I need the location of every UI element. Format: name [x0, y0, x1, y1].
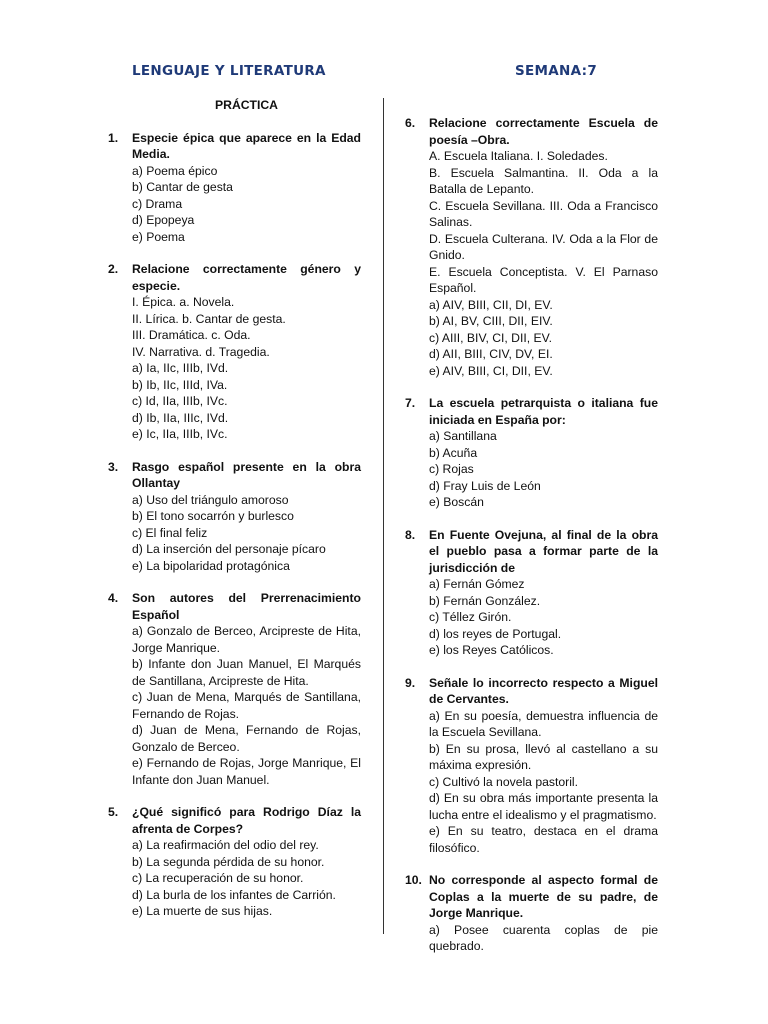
option-item: a) Uso del triángulo amoroso — [132, 492, 289, 507]
option-item: III. Dramática. c. Oda. — [132, 328, 251, 342]
column-divider — [383, 98, 384, 934]
option-item: b) Fernán González. — [429, 593, 541, 608]
question-heading — [405, 872, 658, 922]
question-item — [108, 130, 361, 246]
option-item: c) Drama — [132, 196, 183, 211]
option-item: e) Poema — [132, 229, 185, 244]
right-column — [405, 115, 658, 971]
option-item: e) AIV, BIII, CI, DII, EV. — [429, 363, 553, 378]
question-number: 1. — [108, 130, 119, 145]
question-item — [405, 115, 658, 379]
option-item: c) Téllez Girón. — [429, 610, 512, 624]
option-item: a) AIV, BIII, CII, DI, EV. — [429, 297, 553, 312]
option-list — [405, 922, 658, 955]
right-question-list — [405, 115, 658, 955]
option-item: B. Escuela Salmantina. II. Oda a la Batalla de Lepanto. — [429, 165, 658, 196]
question-item — [108, 459, 361, 575]
question-heading — [405, 395, 658, 428]
question-text: La escuela petrarquista o italiana fue iniciada en España por: — [429, 396, 658, 427]
question-number: 9. — [405, 675, 416, 690]
option-list — [108, 294, 361, 443]
option-item: c) Rojas — [429, 462, 474, 476]
option-list — [108, 163, 361, 246]
question-number: 7. — [405, 396, 416, 410]
question-item — [108, 590, 361, 788]
option-list — [405, 428, 658, 511]
week-label: SEMANA:7 — [515, 63, 598, 79]
question-number: 8. — [405, 527, 416, 542]
option-list — [405, 576, 658, 659]
option-item: a) Ia, IIc, IIIb, IVd. — [132, 361, 229, 375]
question-number: 4. — [108, 591, 119, 605]
question-text: Relacione correctamente Escuela de poesía –Obra. — [429, 116, 658, 147]
option-item: b) En su prosa, llevó al castellano a su máxima expresión. — [429, 741, 658, 772]
option-item: d) La inserción del personaje pícaro — [132, 542, 326, 556]
question-heading — [405, 115, 658, 148]
option-list — [108, 492, 361, 575]
option-item: d) En su obra más importante presenta la lucha entre el idealismo y el pragmatismo. — [429, 791, 658, 822]
option-item: a) Poema épico — [132, 163, 218, 178]
question-heading — [405, 527, 658, 577]
question-text: Rasgo español presente en la obra Ollantay — [132, 459, 361, 490]
option-list — [405, 708, 658, 857]
question-item — [108, 261, 361, 443]
question-heading — [108, 261, 361, 294]
option-item: e) Boscán — [429, 495, 484, 509]
option-item: e) Fernando de Rojas, Jorge Manrique, El Infante don Juan Manuel. — [132, 756, 361, 787]
option-item: d) Ib, IIa, IIIc, IVd. — [132, 410, 229, 425]
question-item — [108, 804, 361, 920]
question-text: Señale lo incorrecto respecto a Miguel de Cervantes. — [429, 675, 658, 706]
option-item: d) los reyes de Portugal. — [429, 626, 562, 641]
option-item: d) Juan de Mena, Fernando de Rojas, Gonzalo de Berceo. — [132, 723, 361, 754]
option-item: IV. Narrativa. d. Tragedia. — [132, 344, 270, 359]
option-item: D. Escuela Culterana. IV. Oda a la Flor de Gnido. — [429, 231, 658, 262]
option-item: d) Fray Luis de León — [429, 478, 541, 493]
question-item — [405, 675, 658, 857]
option-item: d) AII, BIII, CIV, DV, EI. — [429, 347, 553, 361]
option-item: d) Epopeya — [132, 213, 195, 227]
question-heading — [108, 804, 361, 837]
option-item: c) Cultivó la novela pastoril. — [429, 774, 579, 789]
option-item: e) En su teatro, destaca en el drama filosófico. — [429, 824, 658, 855]
option-item: a) Gonzalo de Berceo, Arcipreste de Hita, Jorge Manrique. — [132, 624, 361, 655]
option-item: e) La muerte de sus hijas. — [132, 904, 273, 918]
option-item: I. Épica. a. Novela. — [132, 295, 235, 309]
option-list — [405, 148, 658, 379]
section-title: PRÁCTICA — [215, 98, 278, 112]
option-item: b) Ib, IIc, IIId, IVa. — [132, 377, 228, 392]
option-item: b) AI, BV, CIII, DII, EIV. — [429, 314, 553, 328]
option-item: d) La burla de los infantes de Carrión. — [132, 887, 336, 902]
option-item: e) Ic, IIa, IIIb, IVc. — [132, 427, 228, 441]
option-list — [108, 837, 361, 920]
question-text: Relacione correctamente género y especie. — [132, 262, 361, 293]
question-heading — [108, 130, 361, 163]
option-item: a) La reafirmación del odio del rey. — [132, 838, 319, 852]
question-text: Especie épica que aparece en la Edad Media. — [132, 130, 361, 161]
question-item — [405, 395, 658, 511]
subject-title: LENGUAJE Y LITERATURA — [132, 63, 326, 79]
question-item — [405, 527, 658, 659]
option-item: b) La segunda pérdida de su honor. — [132, 854, 325, 869]
option-item: b) Cantar de gesta — [132, 180, 233, 194]
question-heading — [405, 675, 658, 708]
option-item: C. Escuela Sevillana. III. Oda a Francisco Salinas. — [429, 198, 658, 229]
page-header — [0, 63, 768, 83]
question-text: Son autores del Prerrenacimiento Español — [132, 591, 361, 622]
option-item: a) En su poesía, demuestra influencia de la Escuela Sevillana. — [429, 708, 658, 739]
question-number: 3. — [108, 459, 119, 474]
option-list — [108, 623, 361, 788]
question-number: 6. — [405, 116, 416, 130]
option-item: c) Id, IIa, IIIb, IVc. — [132, 394, 228, 408]
option-item: b) Acuña — [429, 445, 478, 460]
question-number: 5. — [108, 805, 119, 819]
option-item: a) Fernán Gómez — [429, 577, 525, 591]
question-text: En Fuente Ovejuna, al final de la obra el pueblo pasa a formar parte de la jurisdicción de — [429, 527, 658, 575]
option-item: A. Escuela Italiana. I. Soledades. — [429, 149, 608, 163]
question-text: No corresponde al aspecto formal de Coplas a la muerte de su padre, de Jorge Manrique. — [429, 873, 658, 920]
option-item: E. Escuela Conceptista. V. El Parnaso Español. — [429, 264, 658, 295]
option-item: b) El tono socarrón y burlesco — [132, 509, 294, 523]
option-item: c) La recuperación de su honor. — [132, 871, 304, 885]
option-item: b) Infante don Juan Manuel, El Marqués de Santillana, Arcipreste de Hita. — [132, 657, 361, 688]
left-column — [108, 97, 361, 936]
question-item — [405, 872, 658, 955]
option-item: II. Lírica. b. Cantar de gesta. — [132, 311, 286, 326]
question-text: ¿Qué significó para Rodrigo Díaz la afrenta de Corpes? — [132, 805, 361, 836]
option-item: c) Juan de Mena, Marqués de Santillana, Fernando de Rojas. — [132, 690, 361, 721]
question-heading — [108, 459, 361, 492]
option-item: e) los Reyes Católicos. — [429, 643, 554, 657]
question-number: 10. — [405, 873, 422, 887]
option-item: a) Posee cuarenta coplas de pie quebrado. — [429, 922, 658, 953]
option-item: e) La bipolaridad protagónica — [132, 558, 290, 573]
option-item: c) El final feliz — [132, 525, 208, 540]
option-item: a) Santillana — [429, 429, 497, 443]
question-heading — [108, 590, 361, 623]
left-question-list — [108, 130, 361, 920]
question-number: 2. — [108, 262, 119, 276]
option-item: c) AIII, BIV, CI, DII, EV. — [429, 330, 553, 345]
